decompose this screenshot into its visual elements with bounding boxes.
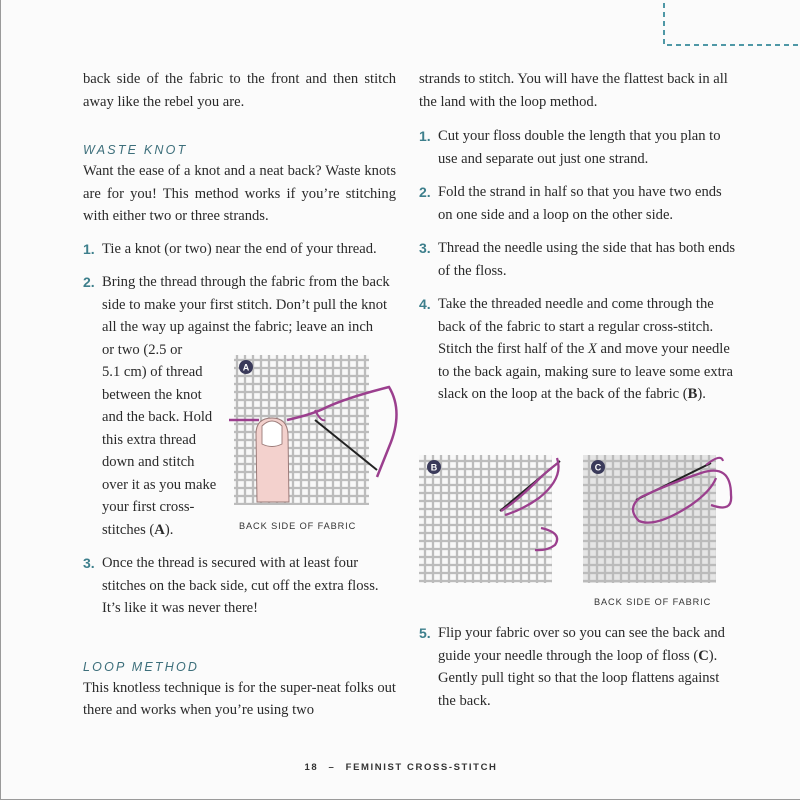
step-text: Cut your floss double the length that you plan to use and separate out just one strand. bbox=[438, 128, 721, 167]
footer-separator: – bbox=[328, 762, 336, 773]
step-text: Flip your fabric over so you can see the back and guide your needle through the loop of floss ( bbox=[438, 625, 725, 664]
step-number: 3. bbox=[83, 555, 95, 571]
step-number: 1. bbox=[419, 128, 431, 144]
page-number: 18 bbox=[304, 762, 319, 773]
step-text: Thread the needle using the side that has both ends of the floss. bbox=[438, 240, 736, 279]
step-text: Tie a knot (or two) near the end of your thread. bbox=[102, 240, 377, 257]
step-number: 2. bbox=[419, 184, 431, 200]
figure-a-illustration bbox=[229, 352, 399, 512]
step-text: Once the thread is secured with at least four stitches on the back side, cut off the extra floss. It’s like it was never there! bbox=[102, 555, 379, 616]
step-text-end: ). bbox=[697, 386, 706, 402]
figure-a bbox=[229, 352, 399, 512]
figure-a-caption: BACK SIDE OF FABRIC bbox=[239, 521, 357, 531]
step-number: 1. bbox=[83, 240, 95, 257]
figure-bc-caption: BACK SIDE OF FABRIC bbox=[594, 597, 712, 607]
right-column bbox=[419, 68, 737, 406]
step-text: ). Gently pull tight so that the loop flattens against the back. bbox=[438, 647, 720, 709]
page-footer bbox=[1, 762, 800, 773]
figure-b-label: B bbox=[430, 462, 438, 473]
loop-step-1 bbox=[419, 125, 737, 170]
left-intro-text: back side of the fabric to the front and then stitch away like the rebel you are. bbox=[83, 71, 396, 110]
loop-step-5 bbox=[419, 622, 737, 712]
step-text-line: and the back. Hold bbox=[102, 409, 213, 425]
loop-step-2 bbox=[419, 181, 737, 226]
figure-c bbox=[581, 453, 741, 588]
figure-b-illustration bbox=[417, 453, 567, 588]
step-number: 5. bbox=[419, 625, 431, 641]
step-text-line: your first cross- bbox=[102, 499, 195, 515]
figure-a-label: A bbox=[242, 362, 250, 373]
step-number: 3. bbox=[419, 240, 431, 256]
step-text-line: 5.1 cm) of thread bbox=[102, 364, 203, 380]
waste-knot-step-3 bbox=[83, 552, 396, 620]
dashed-corner-decoration bbox=[651, 0, 800, 50]
waste-knot-heading: WASTE KNOT bbox=[83, 143, 188, 157]
figure-b bbox=[417, 453, 567, 588]
step-text: Take the threaded needle and come through the back of the fabric to start a regular cross-stitch. Stitch the first half of the bbox=[438, 296, 714, 357]
step-number: 2. bbox=[83, 274, 95, 290]
loop-step-4 bbox=[419, 293, 737, 406]
step-text-line: this extra thread bbox=[102, 431, 197, 448]
waste-knot-step-1 bbox=[83, 238, 396, 261]
figure-ref-b: B bbox=[687, 386, 698, 402]
loop-step-3 bbox=[419, 237, 737, 282]
loop-method-heading: LOOP METHOD bbox=[83, 659, 200, 674]
step-text-lead: Bring the thread through the fabric from the back side to make your first stitch. Don’t pull the knot all the way up against the fabric; leave an inch bbox=[102, 274, 390, 335]
figure-ref-c: C bbox=[698, 647, 709, 664]
step-text-line: or two (2.5 or bbox=[102, 341, 183, 358]
italic-x: X bbox=[587, 341, 597, 357]
step-text-last: stitches ( bbox=[102, 521, 155, 538]
step-text-end: ). bbox=[164, 521, 174, 538]
step-text-line: between the knot bbox=[102, 386, 202, 403]
waste-knot-intro: Want the ease of a knot and a neat back? Waste knots are for you! This method works if you’re stitching with either two or three strands. bbox=[83, 163, 396, 224]
book-title: FEMINIST CROSS-STITCH bbox=[345, 762, 498, 773]
figure-c-illustration bbox=[581, 453, 741, 588]
loop-step-5-wrapper bbox=[419, 622, 737, 712]
step-text-line: over it as you make bbox=[102, 476, 217, 493]
step-text: Fold the strand in half so that you have two ends on one side and a loop on the other side. bbox=[438, 184, 722, 223]
loop-method-intro: This knotless technique is for the super-neat folks out there and works when you’re using two bbox=[83, 679, 396, 718]
step-text-line: down and stitch bbox=[102, 454, 195, 470]
figure-ref-a: A bbox=[154, 521, 165, 538]
step-text: and move your needle to the back again, making sure to leave some extra slack on the loop at the back of the fabric ( bbox=[438, 341, 734, 402]
figure-c-label: C bbox=[594, 462, 602, 473]
right-intro-text: strands to stitch. You will have the flattest back in all the land with the loop method. bbox=[419, 71, 728, 110]
step-number: 4. bbox=[419, 296, 431, 312]
